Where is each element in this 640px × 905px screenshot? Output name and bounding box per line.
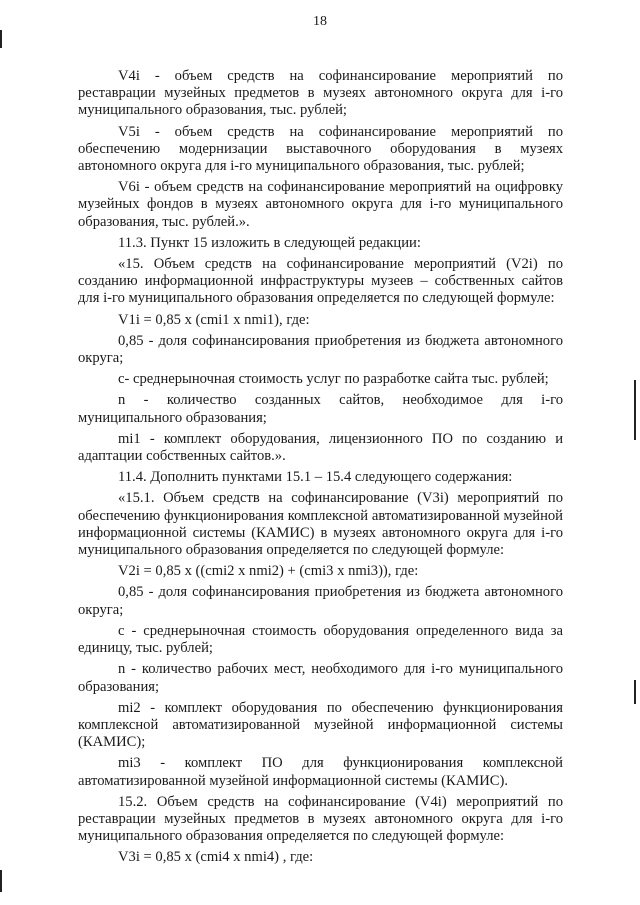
- scan-edge-mark: [0, 30, 2, 48]
- formula: V3i = 0,85 x (cmi4 x nmi4) , где:: [118, 849, 314, 866]
- page-number: 18: [313, 14, 327, 29]
- formula: V1i = 0,85 x (cmi1 x nmi1), где:: [118, 311, 310, 328]
- paragraph: 0,85 - доля софинансирования приобретения из бюджета автономного округа;: [78, 584, 563, 618]
- paragraph: 0,85 - доля софинансирования приобретения из бюджета автономного округа;: [78, 332, 563, 367]
- paragraph: V4i - объем средств на софинансирование мероприятий по реставрации музейных предметов в музеях автономного округа для i-го муниципального образования, тыс. рублей;: [78, 68, 563, 119]
- paragraph: mi2 - комплект оборудования по обеспечению функционирования комплексной автоматизированной музейной информационной системы (КАМИС);: [78, 699, 563, 751]
- scan-edge-mark: [634, 680, 636, 704]
- scan-edge-mark: [0, 870, 2, 892]
- paragraph: с - среднерыночная стоимость оборудования определенного вида за единицу, тыс. рублей;: [78, 622, 563, 657]
- paragraph: mi3 - комплект ПО для функционирования комплексной автоматизированной музейной информационной системы (КАМИС).: [78, 755, 563, 789]
- paragraph: 11.4. Дополнить пунктами 15.1 – 15.4 следующего содержания:: [118, 469, 513, 486]
- paragraph: «15.1. Объем средств на софинансирование (V3i) мероприятий по обеспечению функционирования комплексной автоматизированной музейной информационной системы (КАМИС) в музеях автономного округа для i-го муниципального образования определяется по следующей формуле:: [78, 490, 563, 559]
- paragraph: V6i - объем средств на софинансирование мероприятий на оцифровку музейных фондов в музеях автономного округа для i-го муниципального образования, тыс. рублей.».: [78, 179, 563, 230]
- document-body: [78, 68, 563, 867]
- paragraph: V5i - объем средств на софинансирование мероприятий по обеспечению модернизации выставочного оборудования в музеях автономного округа для i-го муниципального образования, тыс. рублей;: [78, 123, 563, 175]
- paragraph: n - количество созданных сайтов, необходимое для i-го муниципального образования;: [78, 392, 563, 426]
- paragraph: c- среднерыночная стоимость услуг по разработке сайта тыс. рублей;: [118, 371, 549, 388]
- paragraph: 11.3. Пункт 15 изложить в следующей редакции:: [118, 234, 421, 251]
- formula: V2i = 0,85 x ((cmi2 x nmi2) + (cmi3 x nmi3)), где:: [118, 563, 419, 580]
- paragraph: mi1 - комплект оборудования, лицензионного ПО по созданию и адаптации собственных сайтов.».: [78, 430, 563, 465]
- scan-edge-mark: [634, 380, 636, 440]
- paragraph: 15.2. Объем средств на софинансирование (V4i) мероприятий по реставрации музейных предметов в музеях автономного округа для i-го муниципального образования определяется по следующей формуле:: [78, 793, 563, 845]
- paragraph: n - количество рабочих мест, необходимого для i-го муниципального образования;: [78, 661, 563, 695]
- paragraph: «15. Объем средств на софинансирование мероприятий (V2i) по созданию информационной инфраструктуры музеев – собственных сайтов для i-го муниципального образования определяется по следующей формуле:: [78, 256, 563, 307]
